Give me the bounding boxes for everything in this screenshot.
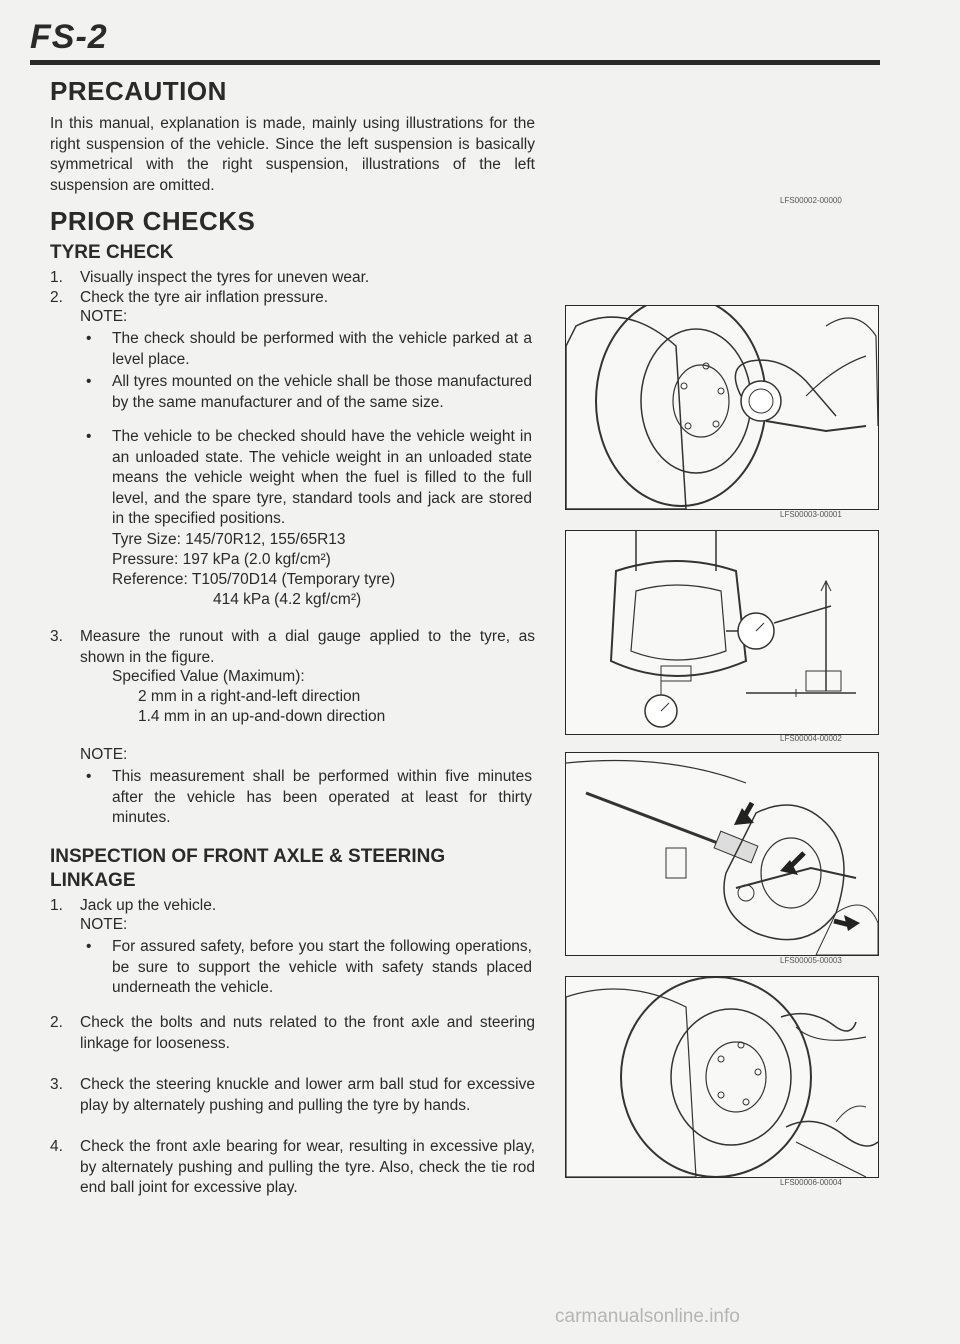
tyre-step-1 xyxy=(50,268,535,289)
step-text: Check the tyre air inflation pressure. xyxy=(80,289,329,306)
tyre-play-illustration xyxy=(566,977,878,1177)
figure-front-axle-inspection xyxy=(565,752,879,956)
prior-checks-heading: PRIOR CHECKS xyxy=(50,206,256,236)
step-number: 1. xyxy=(50,269,63,286)
figure-tyre-pressure-check xyxy=(565,305,879,510)
tyre-size-spec: Tyre Size: 145/70R12, 155/65R13 xyxy=(112,531,346,548)
runout-gauge-illustration xyxy=(566,531,878,734)
figure-2-code: LFS00004-00002 xyxy=(780,734,842,743)
bullet-dot: • xyxy=(86,428,92,445)
bullet-dot: • xyxy=(86,768,92,785)
step-number: 2. xyxy=(50,289,63,306)
figure-1-code: LFS00003-00001 xyxy=(780,510,842,519)
bullet-text: The check should be performed with the vehicle parked at a level place. xyxy=(112,330,532,368)
inspection-heading-line2: LINKAGE xyxy=(50,870,136,891)
inspection-step-2 xyxy=(50,1013,535,1054)
note-bullet xyxy=(86,937,532,999)
precaution-code: LFS00002-00000 xyxy=(780,196,842,205)
step-number: 2. xyxy=(50,1014,63,1031)
figure-3-code: LFS00005-00003 xyxy=(780,956,842,965)
note-label: NOTE: xyxy=(80,916,128,933)
spec-right-left: 2 mm in a right-and-left direction xyxy=(138,688,361,705)
spec-label: Specified Value (Maximum): xyxy=(112,668,305,685)
precaution-heading: PRECAUTION xyxy=(50,76,227,106)
figure-tyre-play-check xyxy=(565,976,879,1178)
note-bullet xyxy=(86,372,532,413)
step-number: 3. xyxy=(50,628,63,645)
note-bullet xyxy=(86,767,532,829)
precaution-body: In this manual, explanation is made, mainly using illustrations for the right suspension of the vehicle. Since the left suspension is basically symmetrical with the right suspension, illustrations of the left suspension are omitted. xyxy=(50,115,535,194)
bullet-dot: • xyxy=(86,373,92,390)
tyre-pressure-illustration xyxy=(566,306,878,509)
front-axle-illustration xyxy=(566,753,878,955)
inspection-step-3 xyxy=(50,1075,535,1116)
inspection-heading-line1: INSPECTION OF FRONT AXLE & STEERING xyxy=(50,846,446,867)
tyre-step-2 xyxy=(50,288,535,309)
step-text: Check the front axle bearing for wear, resulting in excessive play, by alternately pushing and pulling the tyre. Also, check the tie rod end ball joint for excessive play. xyxy=(80,1138,535,1196)
inspection-step-4 xyxy=(50,1137,535,1199)
step-number: 4. xyxy=(50,1138,63,1155)
step-text: Visually inspect the tyres for uneven wear. xyxy=(80,269,370,286)
step-text: Jack up the vehicle. xyxy=(80,897,217,914)
header-rule xyxy=(30,60,880,65)
bullet-text: For assured safety, before you start the following operations, be sure to support the vehicle with safety stands placed underneath the vehicle. xyxy=(112,938,532,996)
bullet-dot: • xyxy=(86,938,92,955)
watermark-text: carmanualsonline.info xyxy=(555,1306,740,1327)
page-number: FS-2 xyxy=(30,18,108,56)
note-label: NOTE: xyxy=(80,308,128,325)
step-number: 1. xyxy=(50,897,63,914)
figure-runout-measurement xyxy=(565,530,879,735)
reference-spec: Reference: T105/70D14 (Temporary tyre) xyxy=(112,571,396,588)
bullet-text: All tyres mounted on the vehicle shall be those manufactured by the same manufacturer and of the same size. xyxy=(112,373,532,411)
bullet-text: This measurement shall be performed within five minutes after the vehicle has been operated at least for thirty minutes. xyxy=(112,768,532,826)
inspection-step-1 xyxy=(50,896,535,917)
note-bullet xyxy=(86,427,532,530)
bullet-text: The vehicle to be checked should have the vehicle weight in an unloaded state. The vehicle weight in an unloaded state means the vehicle weight when the fuel is filled to the full level, and the spare tyre, standard tools and jack are stored in the specified positions. xyxy=(112,428,532,527)
figure-4-code: LFS00006-00004 xyxy=(780,1178,842,1187)
bullet-dot: • xyxy=(86,330,92,347)
step-text: Check the bolts and nuts related to the front axle and steering linkage for looseness. xyxy=(80,1014,535,1052)
pressure-spec: Pressure: 197 kPa (2.0 kgf/cm²) xyxy=(112,551,331,568)
reference-value: 414 kPa (4.2 kgf/cm²) xyxy=(213,591,362,608)
step-number: 3. xyxy=(50,1076,63,1093)
step-text: Check the steering knuckle and lower arm ball stud for excessive play by alternately pushing and pulling the tyre by hands. xyxy=(80,1076,535,1114)
tyre-step-3 xyxy=(50,627,535,668)
note-label: NOTE: xyxy=(80,746,128,763)
step-text: Measure the runout with a dial gauge applied to the tyre, as shown in the figure. xyxy=(80,628,535,666)
note-bullet xyxy=(86,329,532,370)
spec-up-down: 1.4 mm in an up-and-down direction xyxy=(138,708,386,725)
tyre-check-heading: TYRE CHECK xyxy=(50,242,174,263)
